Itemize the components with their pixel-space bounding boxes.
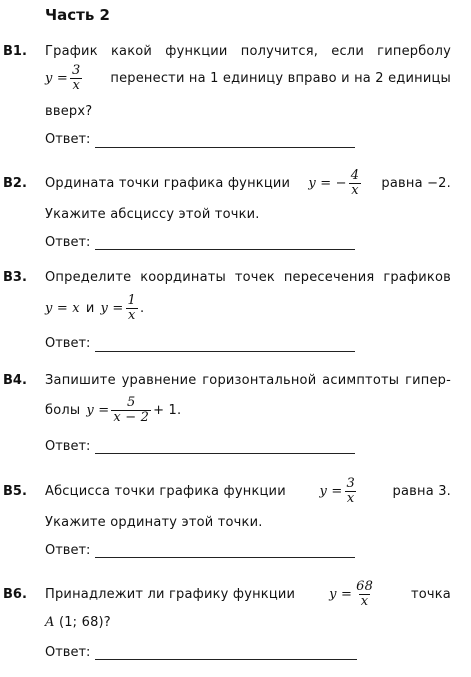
answer-line-b1[interactable]	[95, 147, 355, 148]
task-b2-text-end: равна −2.	[381, 175, 451, 191]
task-b1-line3: вверх?	[45, 104, 93, 119]
task-b6-line1	[45, 573, 451, 615]
task-label-b6: B6.	[3, 587, 27, 602]
task-b5-text-start: Абсцисса точки графика функции	[45, 483, 286, 499]
task-b5-frac-den: x	[346, 490, 355, 506]
task-b6-point-name: A	[45, 615, 55, 630]
task-b6-text-end: точка	[410, 586, 451, 602]
task-b5-line2: Укажите ординату этой точки.	[45, 515, 263, 530]
task-b4-text-start: болы	[45, 402, 81, 418]
task-b3-y-eq: y =	[100, 300, 124, 316]
answer-line-b3[interactable]	[95, 351, 355, 352]
task-b2-y-eq: y = −	[308, 175, 347, 191]
task-b1-frac-den: x	[72, 77, 80, 93]
answer-line-b6[interactable]	[95, 659, 357, 660]
task-b1-line1: График какой функции получится, если гиперболу	[45, 44, 451, 59]
task-b3-line1: Определите координаты точек пересечения графиков	[45, 270, 451, 285]
task-b1-line2	[45, 64, 451, 92]
task-b6-frac-num: 68	[356, 578, 374, 594]
task-b5-y-eq: y =	[319, 483, 343, 499]
task-b6-fraction	[354, 580, 375, 608]
task-b4-y-eq: y =	[86, 402, 110, 418]
answer-line-b2[interactable]	[95, 249, 355, 250]
task-b4-line1: Запишите уравнение горизонтальной асимптоты гипер-	[45, 373, 451, 388]
task-b4-frac-den: x − 2	[113, 409, 150, 425]
answer-line-b4[interactable]	[95, 453, 355, 454]
task-b3-period: .	[139, 300, 145, 316]
task-b5-line1	[45, 470, 451, 512]
task-b2-fraction	[349, 169, 361, 197]
task-b4-tail: + 1.	[153, 402, 182, 418]
task-b3-fraction	[125, 294, 137, 322]
task-b3-frac-den: x	[127, 307, 136, 323]
task-b2-frac-den: x	[351, 182, 359, 198]
task-b1-y-eq: y =	[45, 70, 68, 86]
task-b5-text-end: равна 3.	[392, 483, 451, 499]
task-label-b2: B2.	[3, 176, 27, 191]
task-b6-frac-den: x	[360, 593, 369, 609]
answer-label-b3: Ответ:	[45, 336, 91, 351]
answer-label-b6: Ответ:	[45, 645, 91, 660]
task-b2-line2: Укажите абсциссу этой точки.	[45, 207, 260, 222]
task-label-b3: B3.	[3, 270, 27, 285]
task-label-b5: B5.	[3, 484, 27, 499]
task-b6-text-start: Принадлежит ли графику функции	[45, 586, 296, 602]
task-b1-fraction	[70, 64, 82, 92]
task-b3-frac-num: 1	[127, 292, 136, 308]
task-b4-frac-num: 5	[126, 394, 136, 410]
answer-label-b4: Ответ:	[45, 439, 91, 454]
task-b3-conj: и	[85, 300, 95, 316]
task-b1-frac-num: 3	[71, 63, 81, 78]
task-b6-point-coords: (1; 68)?	[58, 615, 111, 630]
task-b2-text-start: Ордината точки графика функции	[45, 175, 291, 191]
answer-line-b5[interactable]	[95, 557, 355, 558]
answer-label-b1: Ответ:	[45, 132, 91, 147]
task-b2-frac-num: 4	[350, 167, 360, 183]
task-b2-line1	[45, 162, 451, 204]
task-b6-line2	[45, 615, 111, 630]
answer-label-b2: Ответ:	[45, 235, 91, 250]
task-label-b4: B4.	[3, 373, 27, 388]
task-b1-line2-text: перенести на 1 единицу вправо и на 2 единицы	[110, 70, 451, 86]
task-b4-line2	[45, 390, 181, 430]
task-label-b1: B1.	[3, 44, 27, 59]
part-title: Часть 2	[45, 6, 110, 24]
task-b5-frac-num: 3	[346, 475, 355, 491]
task-b3-eq1: y = x	[45, 300, 80, 316]
task-b5-fraction	[344, 477, 356, 505]
task-b3-line2	[45, 288, 144, 328]
task-b6-y-eq: y =	[329, 586, 353, 602]
answer-label-b5: Ответ:	[45, 543, 91, 558]
task-b4-fraction	[111, 396, 151, 424]
